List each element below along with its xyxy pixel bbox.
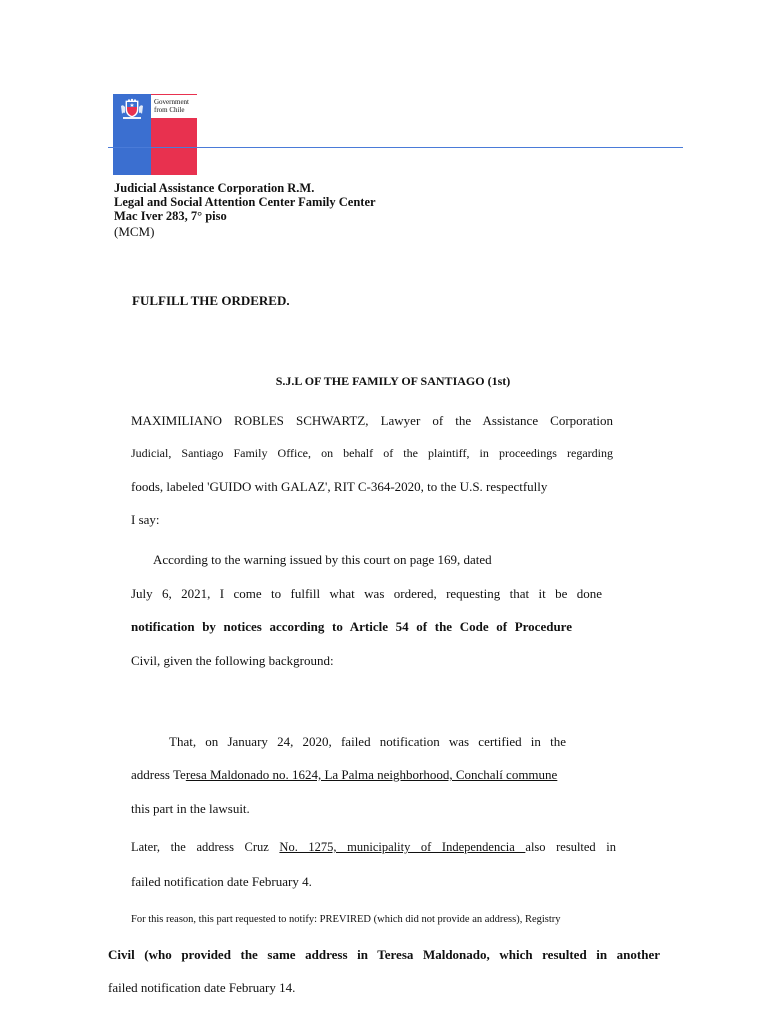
body-line-address [131,767,557,783]
body-line: That, on January 24, 2020, failed notification was certified in the [169,734,566,749]
summary-title: FULFILL THE ORDERED. [132,293,290,308]
address-suffix: also resulted in [525,840,617,854]
government-logo [113,94,197,175]
underlined-address: No. 1275, municipality of Independencia [279,840,526,854]
logo-text: Government from Chile [154,98,189,114]
header-address: Mac Iver 283, 7° piso [114,209,227,223]
body-line: I say: [131,512,160,527]
body-line: notification by notices according to Article 54 of the Code of Procedure [131,619,572,634]
chile-coat-of-arms-icon [117,98,147,120]
header-reference: (MCM) [114,224,155,239]
body-line-address [131,840,616,855]
body-line: foods, labeled 'GUIDO with GALAZ', RIT C-364-2020, to the U.S. respectfully [131,479,548,494]
address-prefix: Later, the address Cruz [131,840,280,854]
body-line: Civil, given the following background: [131,653,334,668]
body-line: failed notification date February 4. [131,874,312,889]
body-line: MAXIMILIANO ROBLES SCHWARTZ, Lawyer of the Assistance Corporation [131,413,613,428]
court-title: S.J.L OF THE FAMILY OF SANTIAGO (1st) [275,374,511,388]
body-line: failed notification date February 14. [108,980,296,995]
body-line: July 6, 2021, I come to fulfill what was ordered, requesting that it be done [131,586,602,601]
body-line: For this reason, this part requested to notify: PREVIRED (which did not provide an address), Registry [131,914,561,925]
body-line: Civil (who provided the same address in Teresa Maldonado, which resulted in another [108,947,660,962]
body-line: Judicial, Santiago Family Office, on behalf of the plaintiff, in proceedings regarding [131,446,613,460]
body-line: According to the warning issued by this court on page 169, dated [153,552,492,567]
underlined-address: resa Maldonado no. 1624, La Palma neighborhood, Conchalí commune [185,767,558,782]
body-line: this part in the lawsuit. [131,801,250,816]
address-prefix: address Te [131,767,186,782]
header-center: Legal and Social Attention Center Family Center [114,195,376,209]
header-rule [108,147,683,148]
header-organization: Judicial Assistance Corporation R.M. [114,181,315,195]
